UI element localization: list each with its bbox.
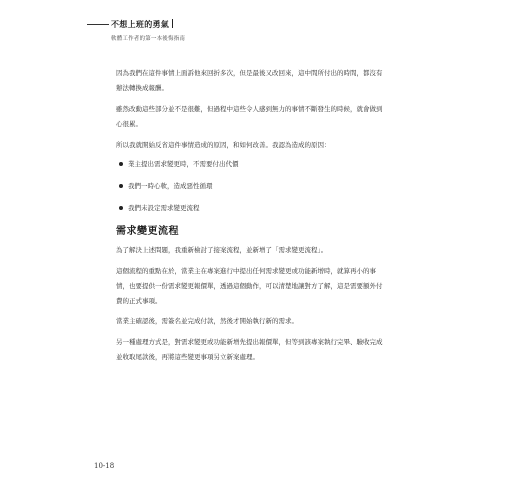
paragraph-3: 所以我就開始反省這件事情造成的原因，和如何改善。我認為造成的原因： [116, 141, 331, 149]
paragraph-5: 這個流程的重點在於，當業主在專案進行中提出任何需求變更或功能新增時，就算再小的事情，也要提供一份需求變更報價單，透過這個動作，可以清楚地讓對方了解，這是需要額外付費的正式事項。 [116, 267, 383, 305]
cause-list [116, 159, 386, 225]
title-bar [172, 19, 173, 28]
list-item-text: 我們一時心軟，造成惡性循環 [128, 182, 213, 190]
paragraph-6: 當業主確認後，需簽名並完成付款，然後才開始執行新的需求。 [116, 317, 298, 325]
bullet-icon [119, 206, 123, 210]
header-rule [87, 24, 109, 25]
list-item-text: 我們未設定需求變更流程 [128, 204, 200, 212]
list-item-text: 業主提出需求變更時，不需要付出代價 [128, 160, 239, 168]
list-item [116, 181, 386, 203]
book-subtitle: 軟體工作者的第一本後悔指南 [111, 36, 186, 42]
paragraph-2: 雖然改動這些部分並不是很難，但過程中這些令人感到無力的事情不斷發生的時候，就會做到心很累。 [116, 105, 383, 128]
page-number: 10-18 [94, 462, 115, 470]
paragraph-7: 另一種處理方式是，對需求變更或功能新增先提出報價單，但等到該專案執行完畢、驗收完成並收取尾款後，再將這些變更事項另立新案處理。 [116, 338, 383, 361]
paragraph-4: 為了解決上述問題，我重新檢討了接案流程，並新增了「需求變更流程」。 [116, 246, 328, 254]
bullet-icon [119, 184, 123, 188]
paragraph-1: 因為我們在這件事情上面訴他來回折多次，但是最後又改回來，這中間所付出的時間，都沒有辦法轉換成報酬。 [116, 69, 383, 92]
list-item [116, 159, 386, 181]
book-title [111, 19, 173, 30]
book-title-text: 不想上班的勇氣 [111, 20, 170, 29]
bullet-icon [119, 162, 123, 166]
section-title: 需求變更流程 [116, 226, 179, 237]
